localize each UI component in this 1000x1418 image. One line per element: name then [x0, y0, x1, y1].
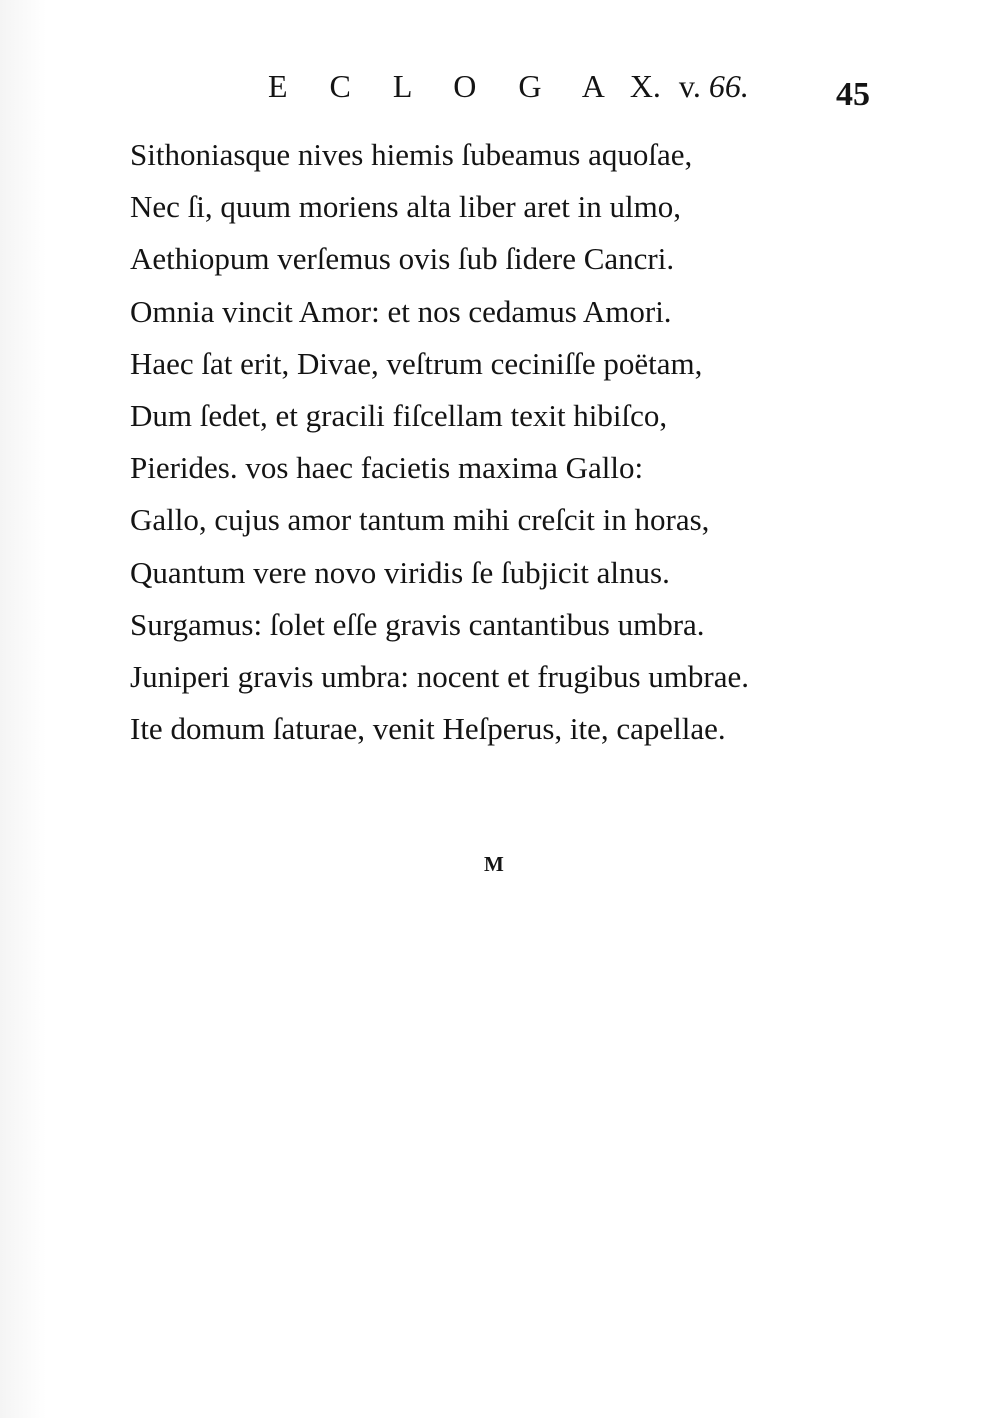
page-edge-shadow [0, 0, 46, 1418]
verse-line: Dum ſedet, et gracili fiſcellam texit hibiſco, [130, 397, 668, 433]
verse-reference [679, 68, 749, 104]
verse-line: Pierides. vos haec facietis maxima Gallo: [130, 450, 644, 486]
verse-line: Nec ſi, quum moriens alta liber aret in ulmo, [130, 189, 681, 225]
verse-line: Sithoniasque nives hiemis ſubeamus aquoſae, [130, 137, 693, 172]
verse-line: Ite domum ſaturae, venit Heſperus, ite, capellae. [130, 711, 726, 747]
verse-abbrev: v. [678, 68, 701, 104]
verse-number: 66. [708, 68, 749, 104]
verse-line: Haec ſat erit, Divae, veſtrum ceciniſſe poëtam, [130, 345, 703, 381]
eclogue-title: E C L O G A [268, 68, 622, 104]
verse-line: Juniperi gravis umbra: nocent et frugibus umbrae. [130, 658, 749, 694]
verse-line: Quantum vere novo viridis ſe ſubjicit alnus. [130, 554, 670, 590]
eclogue-numeral: X. [629, 68, 661, 104]
running-head [268, 68, 749, 105]
signature-mark: M [484, 852, 504, 876]
verse-list [130, 129, 749, 755]
verse-line: Surgamus: ſolet eſſe gravis cantantibus umbra. [130, 606, 705, 642]
page-number: 45 [836, 76, 870, 113]
verse-line: Omnia vincit Amor: et nos cedamus Amori. [130, 293, 672, 329]
verse-line: Aethiopum verſemus ovis ſub ſidere Cancri. [130, 241, 675, 277]
verse-line: Gallo, cujus amor tantum mihi creſcit in horas, [130, 502, 710, 538]
